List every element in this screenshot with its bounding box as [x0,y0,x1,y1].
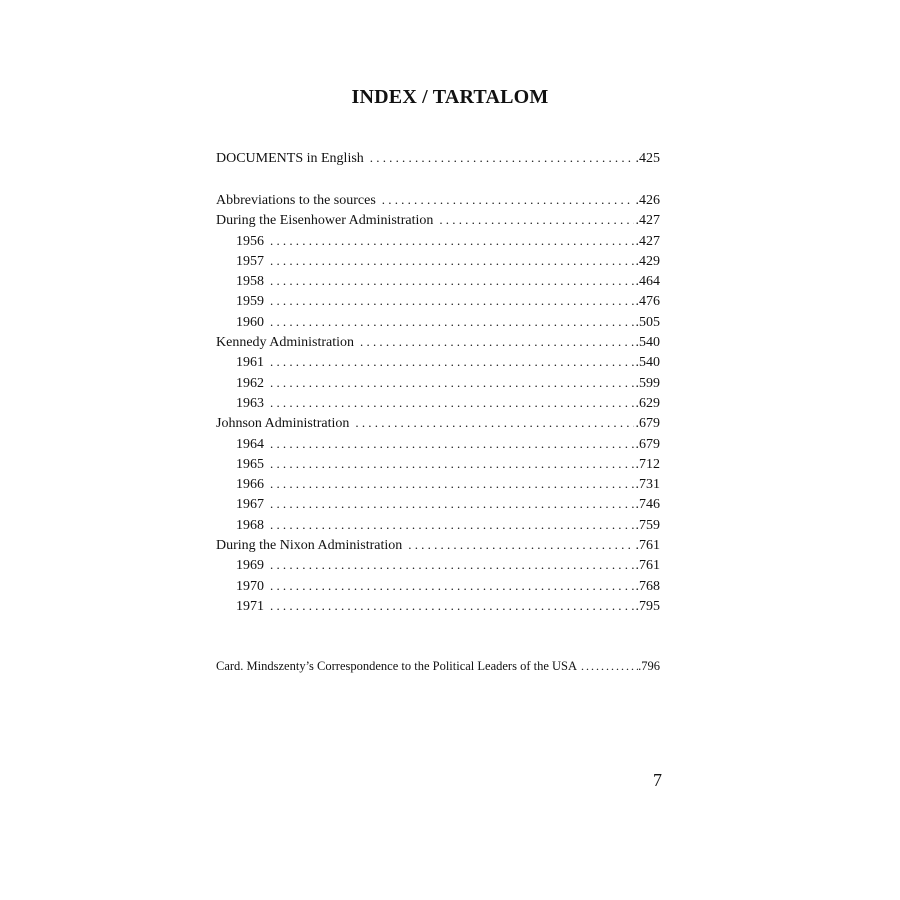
dot-leader [270,474,634,494]
toc-entry-label: Johnson Administration [216,416,350,432]
dot-leader [581,659,638,674]
dot-leader [270,312,634,332]
toc-entry [216,555,660,575]
toc-entry-page: .629 [635,395,660,411]
toc-entry [216,190,660,210]
toc-entry-label: Kennedy Administration [216,335,355,351]
toc-entry-label: 1964 [236,436,264,452]
toc-entry-label: 1961 [236,355,264,371]
toc-entry [216,373,660,393]
toc-entry-page: .731 [635,477,660,493]
toc-entry-page: .429 [635,253,660,269]
toc-entry-label: 1962 [236,375,264,391]
toc-entry [216,352,660,372]
dot-leader [370,148,634,168]
dot-leader [270,352,634,372]
toc-entry [216,494,660,514]
toc-entry-page: .768 [635,578,660,594]
toc-entry-page: .795 [635,598,660,614]
toc-entry-label: 1960 [236,314,264,330]
toc-entry-page: .476 [635,294,660,310]
toc-entry-label: During the Nixon Administration [216,538,403,554]
toc-entry-page: .427 [635,213,660,229]
toc-entry-label: 1971 [236,598,264,614]
toc-entry-label: 1965 [236,456,264,472]
dot-leader [270,291,634,311]
dot-leader [270,576,634,596]
toc-entry-label: Card. Mindszenty’s Correspondence to the Political Leaders of the USA [216,659,578,673]
toc-entry [216,515,660,535]
dot-leader [270,271,634,291]
toc-entry-label: During the Eisenhower Administration [216,213,434,229]
toc-entry-page: .425 [635,151,660,166]
toc-entry-page: .505 [635,314,660,330]
toc-entry-page: .712 [635,456,660,472]
toc-entry-documents [216,148,660,168]
toc-entry [216,474,660,494]
toc-entry-page: .426 [635,193,660,208]
toc-entry-label: Abbreviations to the sources [216,193,376,208]
toc-entry-page: .427 [635,233,660,249]
dot-leader [270,596,634,616]
toc-entry-label: 1968 [236,517,264,533]
dot-leader [270,494,634,514]
dot-leader [270,434,634,454]
toc-entry [216,210,660,230]
dot-leader [270,515,634,535]
toc-entry [216,413,660,433]
toc-entry-label: 1967 [236,497,264,513]
toc-list [216,190,660,616]
toc-entry-page: .746 [635,497,660,513]
toc-entry-page: .599 [635,375,660,391]
dot-leader [408,535,633,555]
toc-entry-page: .540 [635,335,660,351]
toc-entry [216,312,660,332]
toc-entry-label: 1956 [236,233,264,249]
toc-entry-page: .796 [638,659,660,673]
page-title: INDEX / TARTALOM [351,86,549,108]
toc-entry-page: .540 [635,355,660,371]
toc-entry-label: 1970 [236,578,264,594]
toc-entry-label: 1958 [236,274,264,290]
dot-leader [270,555,634,575]
toc-entry-label: 1959 [236,294,264,310]
toc-entry [216,332,660,352]
dot-leader [382,190,634,210]
dot-leader [355,413,633,433]
dot-leader [270,231,634,251]
toc-entry-correspondence [216,659,660,674]
toc-entry [216,576,660,596]
page-number: 7 [653,770,662,790]
toc-entry [216,454,660,474]
toc-entry-label: 1969 [236,558,264,574]
toc-main-section [216,148,660,168]
toc-entry [216,251,660,271]
toc-entry [216,434,660,454]
toc-entry-page: .759 [635,517,660,533]
toc-entry-label: 1963 [236,395,264,411]
dot-leader [270,393,634,413]
toc-entry [216,393,660,413]
toc-entry-page: .679 [635,436,660,452]
toc-entry-page: .761 [635,538,660,554]
toc-entry-page: .679 [635,416,660,432]
toc-entry-label: 1966 [236,477,264,493]
dot-leader [439,210,633,230]
toc-entry-page: .761 [635,558,660,574]
toc-entry-label: DOCUMENTS in English [216,151,364,166]
toc-entry [216,535,660,555]
toc-entry-label: 1957 [236,253,264,269]
dot-leader [270,454,634,474]
toc-entry [216,231,660,251]
dot-leader [270,251,634,271]
toc-entry [216,596,660,616]
dot-leader [360,332,633,352]
toc-entry [216,271,660,291]
toc-entry [216,291,660,311]
dot-leader [270,373,634,393]
toc-entry-page: .464 [635,274,660,290]
